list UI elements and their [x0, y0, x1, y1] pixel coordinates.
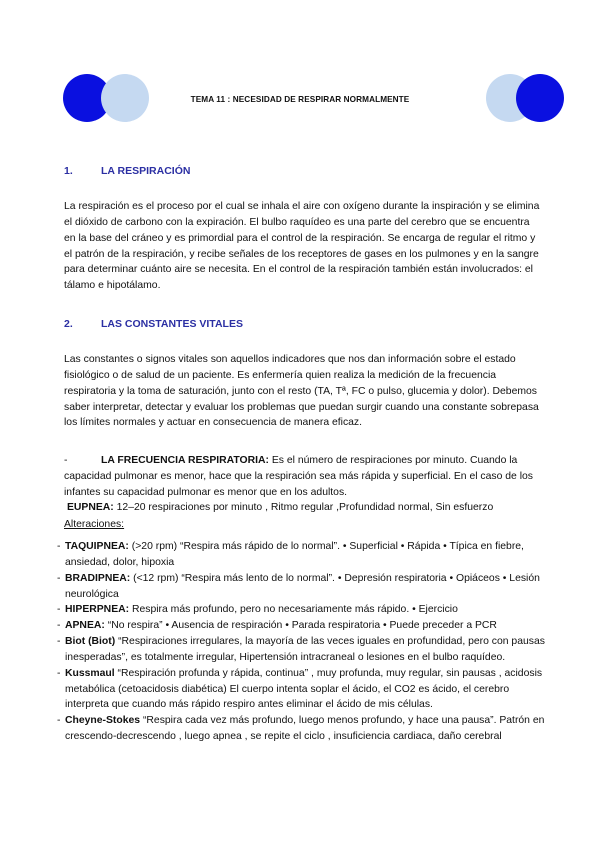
section-number: 2.	[64, 318, 73, 330]
section-title: LA RESPIRACIÓN	[101, 165, 191, 177]
term-text: (>20 rpm) “Respira más rápido de lo normal”. • Superficial • Rápida • Típica en fiebre, ansiedad, dolor, hipoxia	[65, 541, 524, 568]
list-item-cheyne-stokes	[57, 713, 549, 745]
term-text: “Respiración profunda y rápida, continua” , muy profunda, muy regular, sin pausas , acidosis metabólica (cetoacidosis diabética) El cuerpo intenta soplar el ácido, el CO2 es ácido, el cerebro interpreta que cuando más rápido respiro antes eliminar el ácido de mis células.	[65, 667, 543, 711]
list-item-apnea	[57, 618, 549, 634]
alteraciones-heading: Alteraciones:	[64, 519, 125, 530]
term-label: BRADIPNEA:	[65, 572, 131, 584]
term-text: Respira más profundo, pero no necesariamente más rápido. • Ejercicio	[129, 604, 458, 616]
section-paragraph-respiracion: La respiración es el proceso por el cual se inhala el aire con oxígeno durante la inspiración y se elimina el dióxido de carbono con la expiración. El bulbo raquídeo es una parte del cerebro que se encuentra en la base del cráneo y es primordial para el control de la respiración. Se encarga de regular el ritmo y el patrón de la respiración, y recibe señales de los receptores de gases en los pulmones y en la sangre para determinar cuánto aire se necesita. En el control de la respiración también están involucrados: el tálamo e hipotálamo.	[64, 201, 540, 292]
frecuencia-text: Es el número de respiraciones por minuto. Cuando la capacidad pulmonar es menor, hace que la respiración sea más rápida y superficial. En el caso de los infantes su capacidad pulmonar es menor que en los adultos.	[64, 455, 533, 498]
header-logo-right	[486, 74, 570, 124]
list-item-taquipnea	[57, 539, 549, 571]
list-dash: -	[64, 455, 68, 466]
term-label: Cheyne-Stokes	[65, 715, 141, 727]
term-label: Biot (Biot)	[65, 636, 116, 648]
list-dash: -	[57, 604, 61, 616]
eupnea-label: EUPNEA:	[67, 502, 114, 513]
page-title: TEMA 11 : NECESIDAD DE RESPIRAR NORMALMENTE	[190, 95, 410, 104]
list-item-biot	[57, 634, 549, 666]
frecuencia-label: LA FRECUENCIA RESPIRATORIA:	[101, 455, 269, 466]
section-heading-respiracion	[64, 165, 190, 177]
term-label: HIPERPNEA:	[65, 604, 130, 616]
list-dash: -	[57, 667, 61, 679]
dark-circle-icon	[516, 74, 564, 122]
term-label: TAQUIPNEA:	[65, 541, 129, 552]
term-label: APNEA:	[65, 620, 105, 632]
section-heading-constantes	[64, 318, 243, 330]
eupnea-text: 12–20 respiraciones por minuto , Ritmo regular ,Profundidad normal, Sin esfuerzo	[113, 502, 494, 513]
list-dash: -	[57, 715, 61, 727]
eupnea-line	[67, 502, 493, 513]
term-text: (<12 rpm) “Respira más lento de lo normal”. • Depresión respiratoria • Opiáceos • Lesión neurológica	[65, 572, 540, 600]
list-dash: -	[57, 636, 61, 648]
term-label: Kussmaul	[65, 667, 115, 679]
list-item-hiperpnea	[57, 602, 549, 618]
list-dash: -	[57, 541, 61, 552]
term-text: “Respira cada vez más profundo, luego menos profundo, y hace una pausa”. Patrón en crescendo-decrescendo , luego apnea , se repite el ciclo , insuficiencia cardiaca, daño cerebral	[65, 715, 545, 743]
term-text: “No respira” • Ausencia de respiración • Parada respiratoria • Puede preceder a PCR	[104, 620, 497, 632]
section-paragraph-constantes: Las constantes o signos vitales son aquellos indicadores que nos dan información sobre el estado fisiológico o de salud de un paciente. Es enfermería quien realiza la medición de la frecuencia respiratoria y la toma de saturación, junto con el resto (TA, Tª, FC o pulso, glucemia y dolor). Debemos saber interpretar, detectar y evaluar los problemas que puedan surgir cuando una constante sobrepasa los límites normales y actuar en consecuencia de manera eficaz.	[64, 354, 539, 429]
frecuencia-paragraph	[64, 453, 544, 501]
section-title: LAS CONSTANTES VITALES	[101, 318, 243, 330]
list-dash: -	[57, 620, 61, 632]
alteraciones-list	[57, 539, 549, 745]
list-item-bradipnea	[57, 571, 549, 603]
section-number: 1.	[64, 165, 73, 177]
list-dash: -	[57, 572, 61, 584]
list-item-kussmaul	[57, 666, 549, 714]
term-text: “Respiraciones irregulares, la mayoría de las veces iguales en profundidad, pero con pausas inesperadas”, es totalmente irregular, Hipertensión intracraneal o lesiones en el bulbo raquídeo.	[65, 636, 545, 663]
